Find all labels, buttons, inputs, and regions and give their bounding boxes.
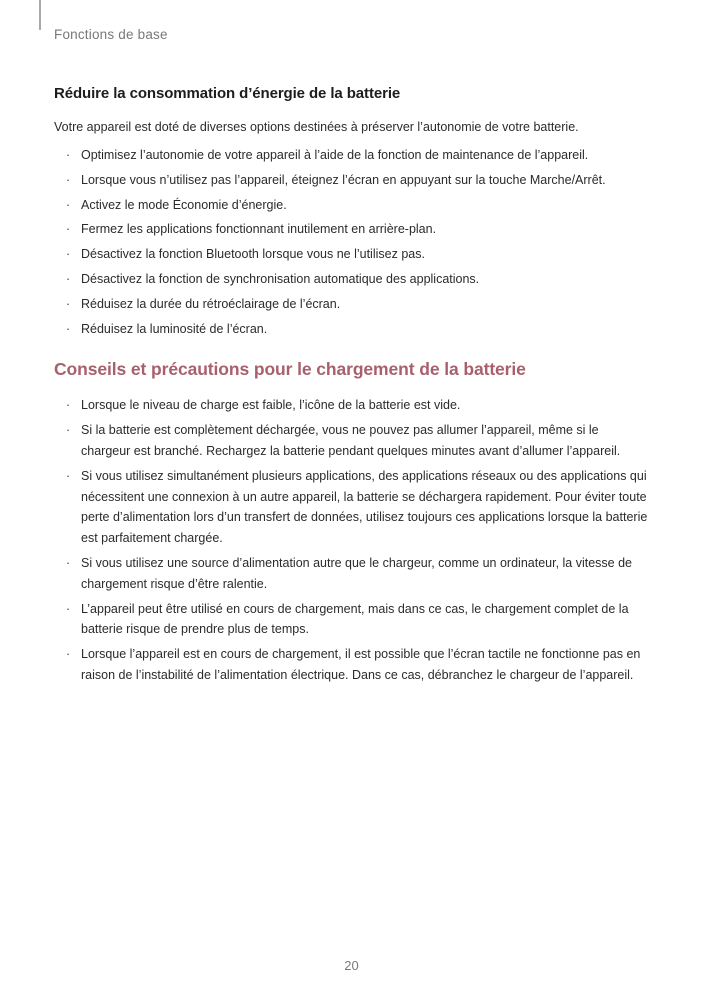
list-item-text: Lorsque l’appareil est en cours de chargement, il est possible que l’écran tactile ne fonctionne pas en raison de l’instabilité de l’alimentation électrique. Dans ce cas, débranchez le chargeur de l’appareil.: [81, 647, 641, 682]
header-rule: [39, 0, 41, 30]
bullet-icon: ·: [66, 197, 71, 212]
list-item-text: Si vous utilisez une source d’alimentation autre que le chargeur, comme un ordinateur, la vitesse de chargement risque d’être ralentie.: [81, 555, 633, 591]
list-item-text: Réduisez la luminosité de l’écran.: [81, 321, 268, 336]
bullet-icon: ·: [66, 423, 71, 438]
bullet-icon: ·: [66, 601, 71, 616]
list-item: [54, 553, 651, 595]
list-item-text: Réduisez la durée du rétroéclairage de l’écran.: [81, 296, 341, 311]
list-item: [54, 319, 651, 340]
list-item: [54, 145, 651, 166]
bullet-icon: ·: [66, 321, 71, 336]
list-item: [54, 466, 651, 549]
list-item: [54, 244, 651, 265]
section-title-energy: Réduire la consommation d’énergie de la batterie: [54, 85, 401, 102]
bullet-icon: ·: [66, 468, 71, 483]
list-item-text: Lorsque le niveau de charge est faible, l’icône de la batterie est vide.: [81, 398, 461, 413]
chapter-title-charging: Conseils et précautions pour le chargement de la batterie: [54, 359, 526, 380]
page-content: [54, 84, 651, 690]
bullet-icon: ·: [66, 247, 71, 262]
list-item: [54, 599, 651, 641]
bullet-icon: ·: [66, 222, 71, 237]
list-item-text: L’appareil peut être utilisé en cours de chargement, mais dans ce cas, le chargement complet de la batterie risque de prendre plus de temps.: [81, 601, 629, 637]
list-item-text: Optimisez l’autonomie de votre appareil à l’aide de la fonction de maintenance de l’appareil.: [81, 148, 589, 162]
bullet-icon: ·: [66, 555, 71, 570]
list-item: [54, 294, 651, 315]
list-item: [54, 269, 651, 290]
page-number: 20: [344, 958, 359, 973]
list-item: [54, 644, 651, 686]
energy-bullet-list: [54, 145, 651, 339]
list-item-text: Désactivez la fonction Bluetooth lorsque vous ne l’utilisez pas.: [81, 247, 425, 262]
list-item: [54, 395, 651, 416]
list-item-text: Activez le mode Économie d’énergie.: [81, 197, 287, 212]
bullet-icon: ·: [66, 647, 71, 662]
list-item: [54, 420, 651, 462]
list-item-text: Fermez les applications fonctionnant inutilement en arrière-plan.: [81, 222, 437, 237]
list-item-text: Si la batterie est complètement déchargée, vous ne pouvez pas allumer l’appareil, même si le chargeur est branché. Rechargez la batterie pendant quelques minutes avant d’allumer l’appareil.: [81, 423, 621, 458]
list-item: [54, 195, 651, 216]
list-item: [54, 219, 651, 240]
list-item-text: Si vous utilisez simultanément plusieurs applications, des applications réseaux ou des applications qui nécessitent une connexion à un autre appareil, la batterie se déchargera rapidement. Pour éviter toute perte d’alimentation lors d’un transfert de données, utilisez toujours ces applications lorsque la batterie est parfaitement chargée.: [81, 468, 648, 546]
bullet-icon: ·: [66, 296, 71, 311]
list-item-text: Lorsque vous n’utilisez pas l’appareil, éteignez l’écran en appuyant sur la touche Marche/Arrêt.: [81, 172, 606, 187]
section-energy-intro: Votre appareil est doté de diverses options destinées à préserver l’autonomie de votre batterie.: [54, 120, 579, 134]
bullet-icon: ·: [66, 172, 71, 187]
bullet-icon: ·: [66, 148, 71, 162]
charging-bullet-list: [54, 395, 651, 685]
bullet-icon: ·: [66, 398, 71, 413]
list-item-text: Désactivez la fonction de synchronisation automatique des applications.: [81, 271, 480, 286]
list-item: [54, 170, 651, 191]
bullet-icon: ·: [66, 271, 71, 286]
running-header: Fonctions de base: [54, 27, 168, 42]
